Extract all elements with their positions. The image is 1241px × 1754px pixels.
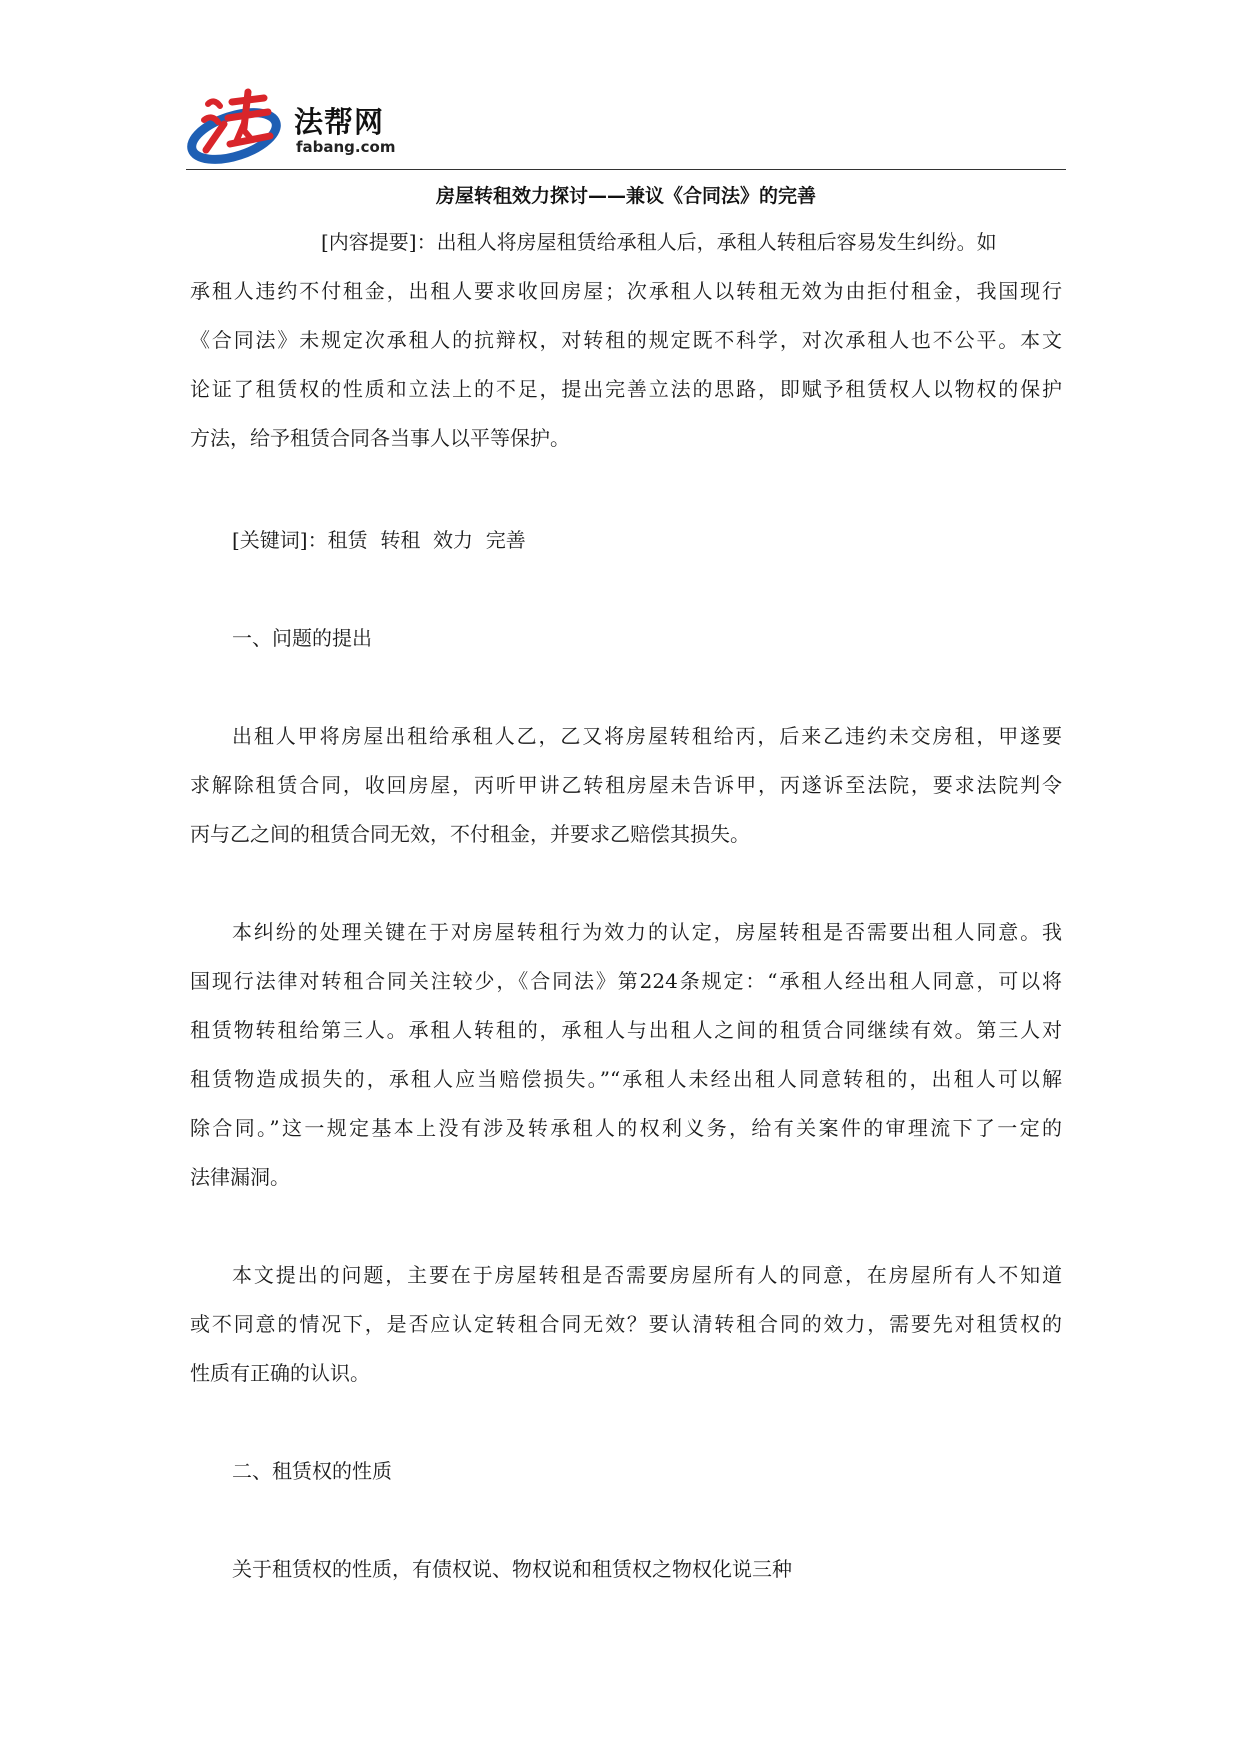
text-line: 本纠纷的处理关键在于对房屋转租行为效力的认定，房屋转租是否需要出租人同意。我 [232, 920, 1062, 944]
text-line: 租赁物转租给第三人。承租人转租的，承租人与出租人之间的租赁合同继续有效。第三人对 [190, 1018, 1062, 1042]
section-heading-2: 二、租赁权的性质 [232, 1459, 392, 1483]
header-divider [186, 169, 1066, 170]
text-line: 国现行法律对转租合同关注较少，《合同法》第224条规定：“承租人经出租人同意，可以将 [190, 969, 1062, 993]
text-line: 论证了租赁权的性质和立法上的不足，提出完善立法的思路，即赋予租赁权人以物权的保护 [190, 377, 1062, 401]
body-paragraph-4: 关于租赁权的性质，有债权说、物权说和租赁权之物权化说三种 [232, 1557, 792, 1581]
text-line: 或不同意的情况下，是否应认定转租合同无效？要认清转租合同的效力，需要先对租赁权的 [190, 1312, 1062, 1336]
brand-name: 法帮网 [294, 105, 385, 139]
site-header [186, 84, 1066, 170]
text-line: 丙与乙之间的租赁合同无效，不付租金，并要求乙赔偿其损失。 [190, 822, 750, 846]
text-line: 租赁物造成损失的，承租人应当赔偿损失。”“承租人未经出租人同意转租的，出租人可以解 [190, 1067, 1062, 1091]
body-paragraph-2 [190, 908, 1062, 1202]
text-line: 性质有正确的认识。 [190, 1361, 370, 1385]
text-line: 法律漏洞。 [190, 1165, 290, 1189]
document-title: 房屋转租效力探讨——兼议《合同法》的完善 [435, 185, 816, 207]
text-line: 承租人违约不付租金，出租人要求收回房屋；次承租人以转租无效为由拒付租金，我国现行 [190, 279, 1062, 303]
body-paragraph-3 [190, 1251, 1062, 1398]
text-line: [内容提要]：出租人将房屋租赁给承租人后，承租人转租后容易发生纠纷。如 [321, 230, 997, 254]
text-line: 本文提出的问题，主要在于房屋转租是否需要房屋所有人的同意，在房屋所有人不知道 [232, 1263, 1062, 1287]
text-line: 求解除租赁合同，收回房屋，丙听甲讲乙转租房屋未告诉甲，丙遂诉至法院，要求法院判令 [190, 773, 1062, 797]
text-line: 《合同法》未规定次承租人的抗辩权，对转租的规定既不科学，对次承租人也不公平。本文 [190, 328, 1062, 352]
body-paragraph-1 [190, 712, 1062, 859]
brand-domain: fabang.com [296, 138, 396, 156]
section-heading-1: 一、问题的提出 [232, 626, 372, 650]
fabang-logo-icon [186, 84, 290, 164]
text-line: 出租人甲将房屋出租给承租人乙，乙又将房屋转租给丙，后来乙违约未交房租，甲遂要 [232, 724, 1062, 748]
text-line: 除合同。”这一规定基本上没有涉及转承租人的权利义务，给有关案件的审理流下了一定的 [190, 1116, 1062, 1140]
abstract-paragraph [190, 218, 1062, 463]
keywords: [关键词]：租赁 转租 效力 完善 [232, 528, 526, 552]
text-line: 方法，给予租赁合同各当事人以平等保护。 [190, 426, 570, 450]
